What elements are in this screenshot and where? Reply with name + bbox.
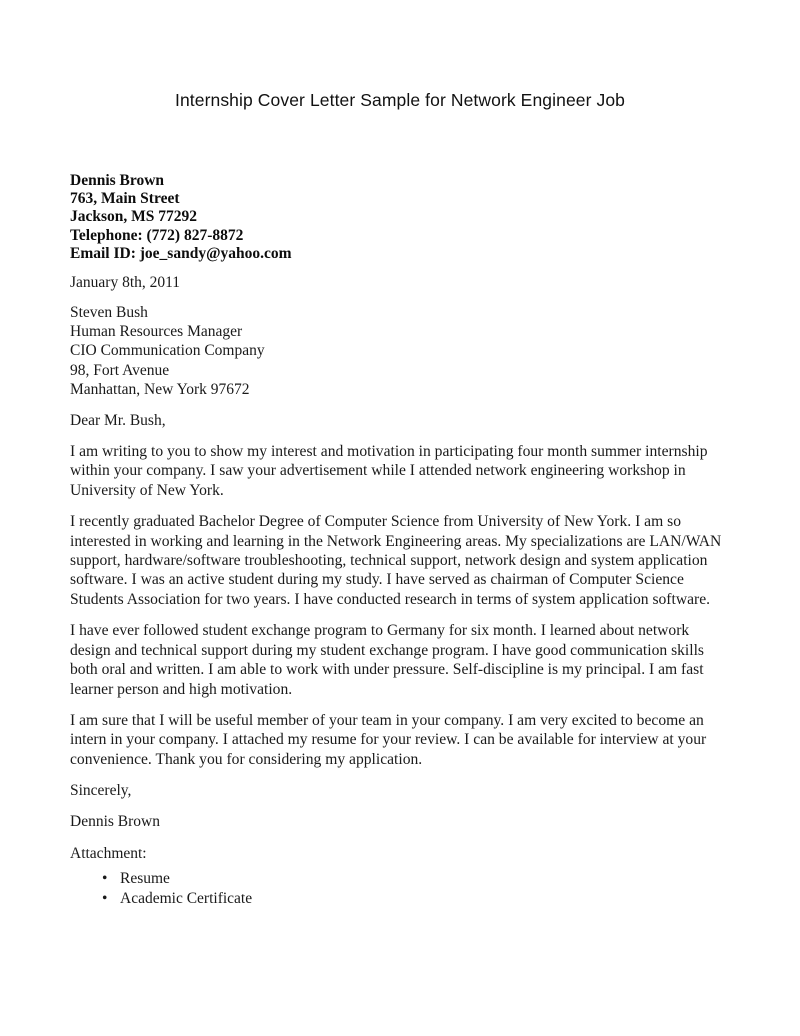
bullet-icon: • [102, 870, 108, 888]
list-item [70, 869, 732, 888]
recipient-city-state-zip: Manhattan, New York 97672 [70, 380, 250, 398]
attachment-item-label: Academic Certificate [120, 889, 253, 907]
sender-address-block [70, 172, 732, 263]
sender-email: Email ID: joe_sandy@yahoo.com [70, 244, 292, 262]
recipient-street: 98, Fort Avenue [70, 361, 170, 379]
recipient-job-title: Human Resources Manager [70, 323, 243, 341]
salutation: Dear Mr. Bush, [70, 412, 166, 430]
attachment-list [70, 869, 732, 908]
recipient-address-block [70, 303, 732, 399]
sender-street: 763, Main Street [70, 190, 180, 208]
letter-body [70, 172, 732, 908]
body-paragraph-3: I have ever followed student exchange program to Germany for six month. I learned about network design and technical support during my student exchange program. I have good communication skills both oral and written. I am able to work with under pressure. Self-discipline is my principal. I am fast learner person and high motivation. [70, 622, 704, 698]
sender-telephone: Telephone: (772) 827-8872 [70, 226, 244, 244]
attachment-item-label: Resume [120, 870, 170, 888]
body-paragraph-4: I am sure that I will be useful member of your team in your company. I am very excited to become an intern in your company. I attached my resume for your review. I can be available for interview at your convenience. Thank you for considering my application. [70, 711, 707, 768]
page-title: Internship Cover Letter Sample for Network Engineer Job [174, 90, 626, 110]
list-item [70, 889, 732, 908]
sender-name: Dennis Brown [70, 172, 165, 189]
attachment-label: Attachment: [70, 845, 147, 863]
bullet-icon: • [102, 889, 108, 907]
body-paragraph-1: I am writing to you to show my interest and motivation in participating four month summer internship within your company. I saw your advertisement while I attended network engineering workshop in University of New York. [70, 443, 708, 499]
recipient-name: Steven Bush [70, 304, 148, 322]
closing-line: Sincerely, [70, 782, 132, 800]
letter-date: January 8th, 2011 [70, 274, 181, 292]
recipient-company: CIO Communication Company [70, 342, 265, 360]
sender-city-state-zip: Jackson, MS 77292 [70, 208, 198, 226]
signature-name: Dennis Brown [70, 813, 160, 831]
body-paragraph-2: I recently graduated Bachelor Degree of Computer Science from University of New York. I am so interested in working and learning in the Network Engineering areas. My specializations are LAN/WAN support, hardware/software troubleshooting, technical support, network design and system application software. I was an active student during my study. I have served as chairman of Computer Science Students Association for two years. I have conducted research in terms of system application software. [70, 513, 722, 608]
